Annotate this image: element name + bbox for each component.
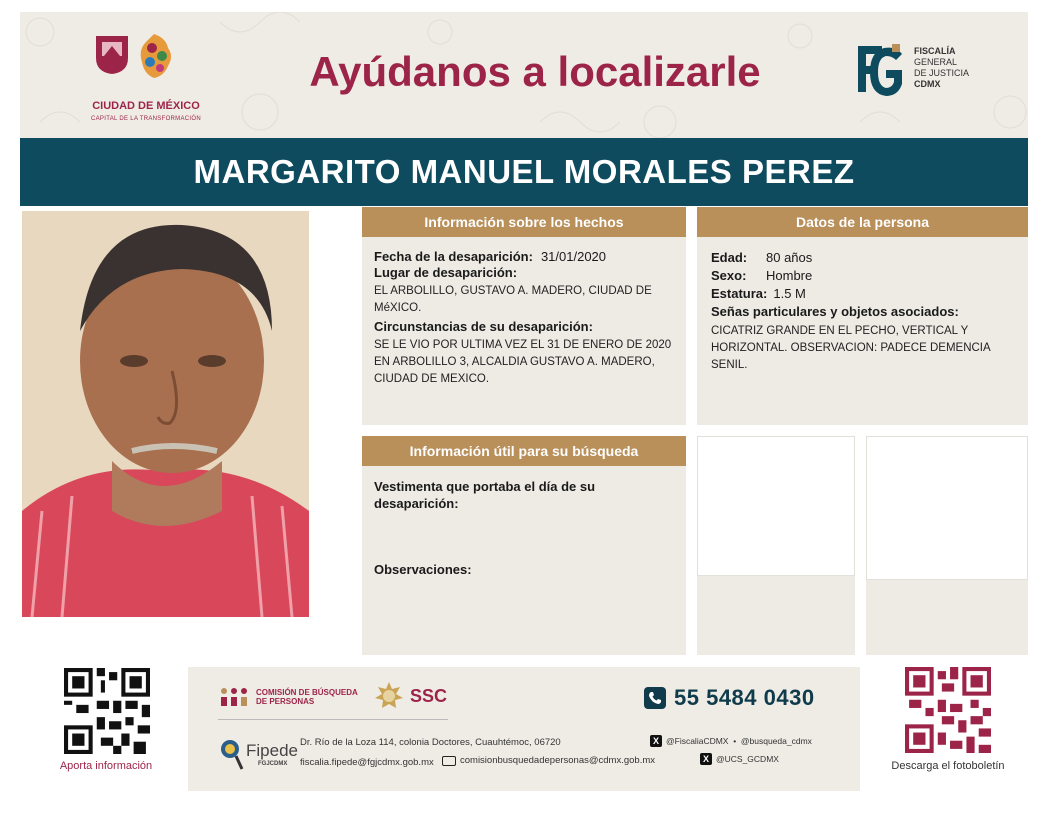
fgj-logo bbox=[852, 40, 1012, 110]
person-name: MARGARITO MANUEL MORALES PEREZ bbox=[193, 153, 855, 190]
lugar-label: Lugar de desaparición: bbox=[374, 265, 518, 280]
email-comision[interactable] bbox=[442, 755, 655, 766]
comision-text bbox=[256, 688, 358, 706]
fgj-line-3: DE JUSTICIA bbox=[914, 68, 970, 78]
portrait-illustration bbox=[22, 211, 309, 617]
datos-panel bbox=[697, 207, 1028, 425]
fecha-label: Fecha de la desaparición: bbox=[374, 249, 533, 264]
busqueda-panel bbox=[362, 436, 686, 655]
address: Dr. Río de la Loza 114, colonia Doctores, Cuauhtémoc, 06720 bbox=[300, 737, 561, 748]
person-photo bbox=[22, 211, 309, 617]
contact-footer bbox=[188, 667, 860, 791]
cdmx-subtitle: CAPITAL DE LA TRANSFORMACIÓN bbox=[91, 116, 201, 122]
busqueda-heading: Información útil para su búsqueda bbox=[362, 436, 686, 466]
name-banner bbox=[20, 138, 1028, 206]
extra-photo-placeholder-1 bbox=[697, 436, 855, 576]
comision-line-2: DE PERSONAS bbox=[256, 697, 315, 706]
extra-photo-box-1 bbox=[697, 436, 855, 655]
cdmx-shield-icon bbox=[92, 32, 132, 76]
hechos-heading: Información sobre los hechos bbox=[362, 207, 686, 237]
divider bbox=[218, 719, 448, 720]
qr-right-caption: Descarga el fotoboletín bbox=[891, 760, 1005, 772]
fipede-sub: FGJCDMX bbox=[258, 761, 288, 767]
fipede-logo bbox=[218, 737, 298, 771]
phone-contact[interactable] bbox=[644, 685, 815, 711]
sexo-label: Sexo: bbox=[711, 268, 747, 283]
fgj-line-4: CDMX bbox=[914, 79, 941, 89]
fipede-magnifier-icon bbox=[218, 737, 244, 771]
datos-heading: Datos de la persona bbox=[697, 207, 1028, 237]
social-fiscalia[interactable] bbox=[650, 735, 812, 747]
vestimenta-label: Vestimenta que portaba el día de su desaparición: bbox=[374, 479, 596, 511]
fecha-value: 31/01/2020 bbox=[540, 249, 607, 264]
fgj-line-2: GENERAL bbox=[914, 57, 958, 67]
circunstancias-label: Circunstancias de su desaparición: bbox=[374, 319, 593, 334]
comision-dots-icon bbox=[220, 687, 250, 707]
qr-left-caption: Aporta información bbox=[59, 760, 153, 772]
qr-code-fotoboletin[interactable] bbox=[905, 667, 991, 753]
cdmx-name: CIUDAD DE MÉXICO bbox=[92, 100, 200, 112]
ssc-badge-icon bbox=[374, 681, 404, 711]
social-ucs-text: @UCS_GCDMX bbox=[716, 754, 779, 764]
social-fiscalia-text: @FiscaliaCDMX • @busqueda_cdmx bbox=[666, 736, 812, 746]
circunstancias-value: SE LE VIO POR ULTIMA VEZ EL 31 DE ENERO DE 2020 EN ARBOLILLO 3, ALCALDIA GUSTAVO A. MADERO, CIUDAD DE MEXICO. bbox=[374, 339, 672, 385]
edad-label: Edad: bbox=[711, 250, 748, 265]
fgj-monogram-icon bbox=[852, 40, 908, 102]
header bbox=[20, 12, 1028, 138]
ssc-logo bbox=[374, 681, 447, 711]
comision-logo bbox=[220, 687, 358, 707]
extra-photo-box-2 bbox=[866, 436, 1028, 655]
fgj-line-1: FISCALÍA bbox=[914, 46, 956, 56]
page-title: Ayúdanos a localizarle bbox=[309, 48, 761, 95]
fgj-text bbox=[914, 46, 969, 90]
fipede-text: Fipede bbox=[246, 741, 298, 760]
x-icon: X bbox=[700, 753, 712, 765]
observaciones-label: Observaciones: bbox=[374, 562, 472, 577]
senas-value: CICATRIZ GRANDE EN EL PECHO, VERTICAL Y HORIZONTAL. OBSERVACION: PADECE DEMENCIA SENIL. bbox=[711, 325, 991, 371]
estatura-label: Estatura: bbox=[711, 286, 768, 301]
estatura-value: 1.5 M bbox=[773, 286, 806, 301]
hechos-panel bbox=[362, 207, 686, 425]
comision-line-1: COMISIÓN DE BÚSQUEDA bbox=[256, 688, 358, 697]
email-comision-text: comisionbusquedadepersonas@cdmx.gob.mx bbox=[460, 755, 656, 766]
ssc-text: SSC bbox=[410, 685, 448, 706]
phone-number: 55 5484 0430 bbox=[674, 685, 815, 710]
edad-value: 80 años bbox=[766, 250, 813, 265]
sexo-value: Hombre bbox=[766, 268, 813, 283]
mail-icon bbox=[442, 756, 456, 766]
qr-code-aporta[interactable] bbox=[64, 668, 150, 754]
senas-label: Señas particulares y objetos asociados: bbox=[711, 304, 959, 319]
cdmx-map-icon bbox=[136, 32, 176, 80]
cdmx-logo bbox=[76, 32, 216, 132]
social-ucs[interactable] bbox=[700, 753, 779, 765]
extra-photo-placeholder-2 bbox=[866, 436, 1028, 580]
phone-icon bbox=[644, 687, 666, 709]
x-icon: X bbox=[650, 735, 662, 747]
lugar-value: EL ARBOLILLO, GUSTAVO A. MADERO, CIUDAD DE MéXICO. bbox=[374, 285, 652, 314]
email-fipede[interactable]: fiscalia.fipede@fgjcdmx.gob.mx bbox=[300, 757, 434, 768]
